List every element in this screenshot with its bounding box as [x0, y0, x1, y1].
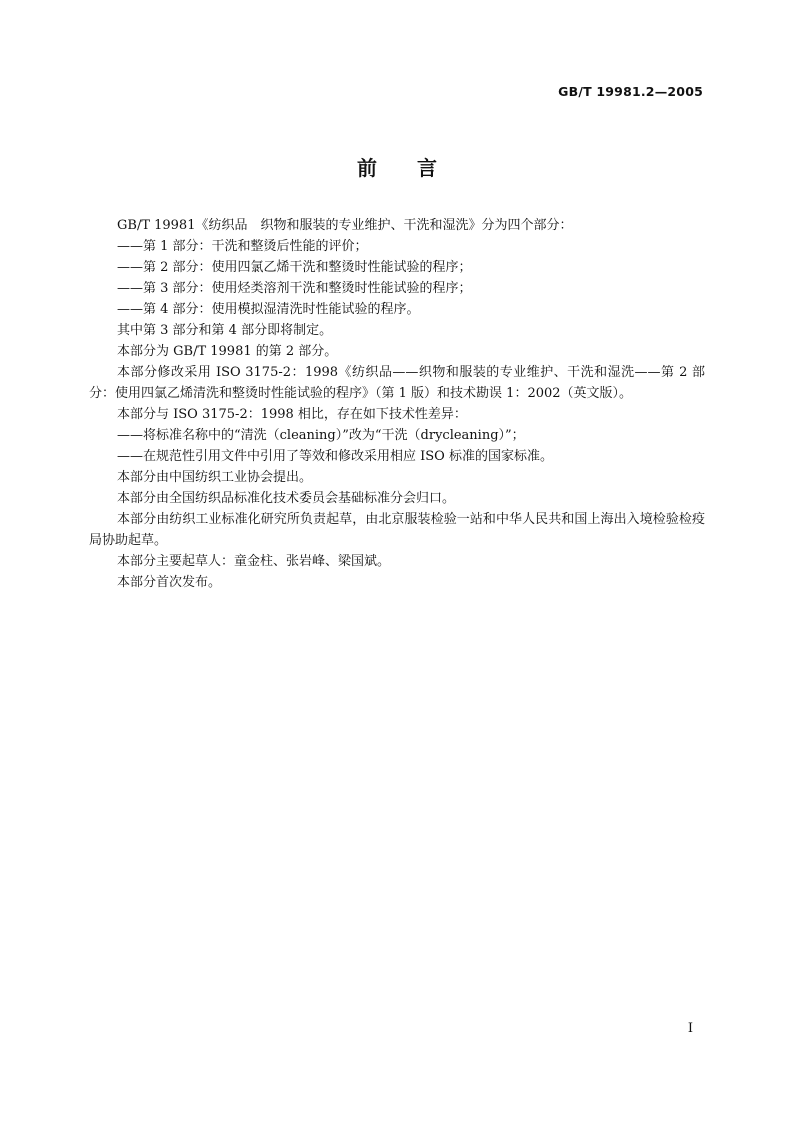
paragraph: ——第 3 部分：使用烃类溶剂干洗和整烫时性能试验的程序； [117, 281, 472, 296]
paragraph: ——将标准名称中的“清洗（cleaning）”改为“干洗（drycleaning）”； [117, 428, 525, 443]
page-title: 前 言 [357, 156, 437, 180]
paragraph: 本部分由全国纺织品标准化技术委员会基础标准分会归口。 [117, 491, 456, 506]
paragraph: 其中第 3 部分和第 4 部分即将制定。 [117, 323, 333, 338]
paragraph: 本部分主要起草人：童金柱、张岩峰、梁国斌。 [117, 554, 391, 569]
paragraph: ——第 2 部分：使用四氯乙烯干洗和整烫时性能试验的程序； [117, 260, 472, 275]
foreword-body [89, 215, 705, 593]
paragraph: ——第 1 部分：干洗和整烫后性能的评价； [117, 239, 368, 254]
paragraph: ——在规范性引用文件中引用了等效和修改采用相应 ISO 标准的国家标准。 [117, 449, 553, 464]
paragraph: GB/T 19981《纺织品 织物和服装的专业维护、干洗和湿洗》分为四个部分： [117, 218, 573, 233]
standard-code: GB/T 19981.2—2005 [558, 84, 703, 99]
paragraph: 本部分为 GB/T 19981 的第 2 部分。 [117, 344, 338, 359]
paragraph: 本部分修改采用 ISO 3175-2：1998《纺织品——织物和服装的专业维护、干洗和湿洗——第 2 部分：使用四氯乙烯清洗和整烫时性能试验的程序》（第 1 版）和技术勘误 1：2002（英文版）。 [89, 365, 705, 401]
paragraph: 本部分与 ISO 3175-2：1998 相比，存在如下技术性差异： [117, 407, 467, 422]
paragraph: ——第 4 部分：使用模拟湿清洗时性能试验的程序。 [117, 302, 420, 317]
paragraph: 本部分由纺织工业标准化研究所负责起草，由北京服装检验一站和中华人民共和国上海出入境检验检疫局协助起草。 [89, 512, 705, 548]
paragraph: 本部分首次发布。 [117, 575, 222, 590]
paragraph: 本部分由中国纺织工业协会提出。 [117, 470, 313, 485]
page-number: I [687, 1021, 693, 1036]
